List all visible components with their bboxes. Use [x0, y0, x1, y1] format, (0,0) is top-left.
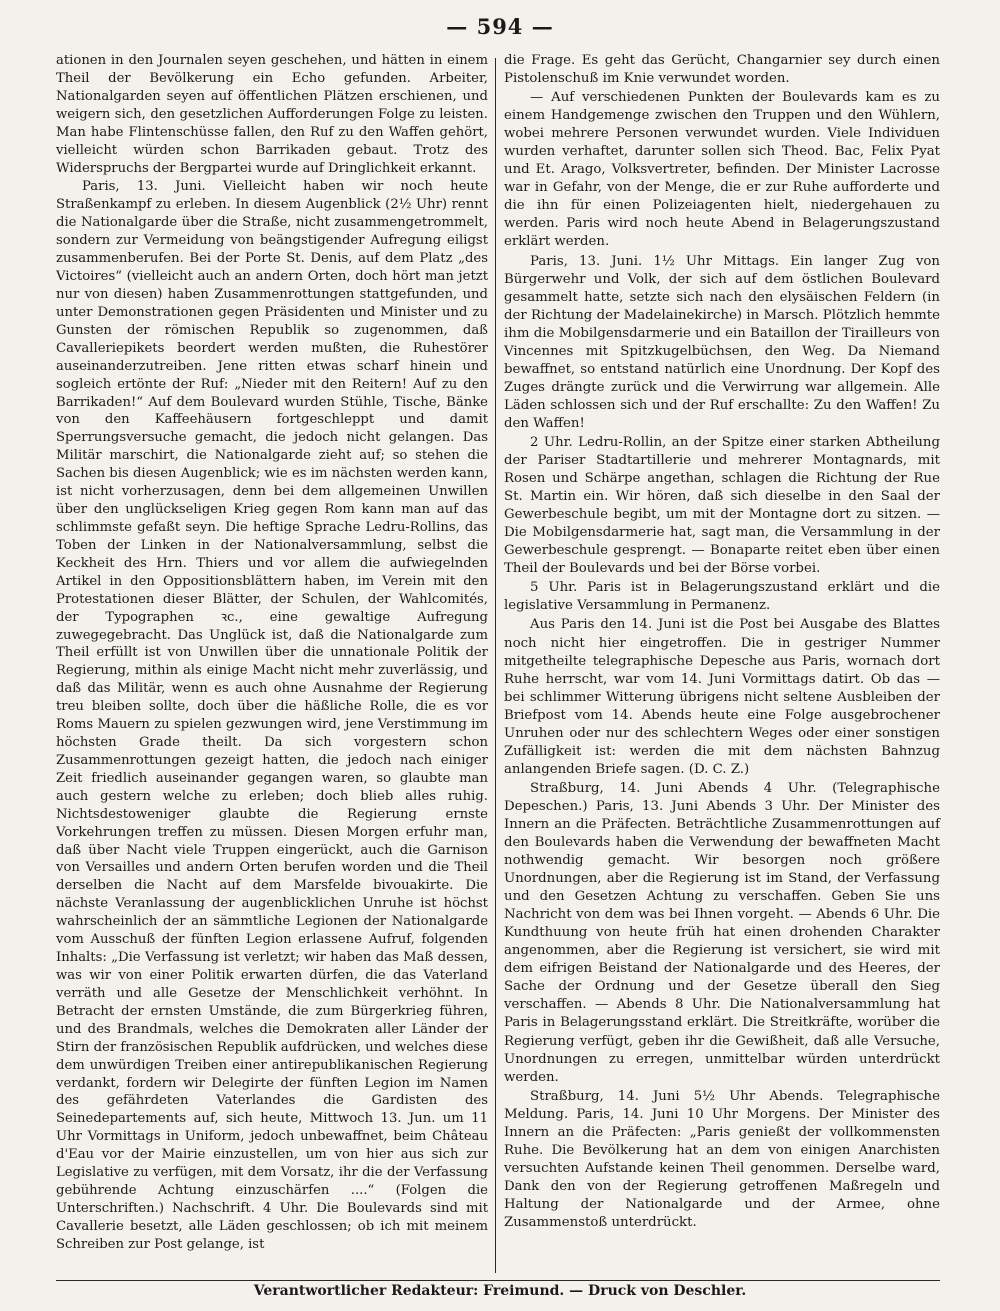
page-number: — 594 —	[446, 14, 554, 39]
footer-rule	[56, 1280, 940, 1281]
paragraph: Aus Paris den 14. Juni ist die Post bei Ausgabe des Blattes noch nicht hier eingetroffen. Die in gestriger Nummer mitgetheilte telegraphische Depesche aus Paris, wornach dort Ruhe herrscht, war vom 14. Juni Vormittags datirt. Ob das — bei schlimmer Witterung übrigens nicht seltene Ausbleiben der Briefpost vom 14. Abends heute eine Folge ausgebrochener Unruhen oder nur des schlechtern Weges oder einer sonstigen Zufälligkeit ist: werden die mit dem nächsten Bahnzug anlangenden Briefe sagen. (D. C. Z.)	[504, 617, 940, 777]
paragraph: Paris, 13. Juni. Vielleicht haben wir noch heute Straßenkampf zu erleben. In diesem Augenblick (2½ Uhr) rennt die Nationalgarde über die Straße, nicht zusammengetrommelt, sondern zur Vermeidung von beängstigender Aufregung eiligst zusammenberufen. Bei der Porte St. Denis, auf dem Platz „des Victoires“ (vielleicht auch an andern Orten, doch hört man jetzt nur von diesen) haben Zusammenrottungen stattgefunden, und unter Demonstrationen gegen Präsidenten und Minister und zu Gunsten der römischen Republik so zugenommen, daß Cavalleriepikets beordert werden mußten, die Ruhestörer auseinanderzutreiben. Jene ritten etwas scharf hinein und sogleich ertönte der Ruf: „Nieder mit den Reitern! Auf zu den Barrikaden!“ Auf dem Boulevard wurden Stühle, Tische, Bänke von den Kaffeehäusern fortgeschleppt und damit Sperrungsversuche gemacht, die jedoch nicht gelangen. Das Militär marschirt, die Nationalgarde zieht auf; so stehen die Sachen bis diesen Augenblick; wie es im nächsten werden kann, ist nicht vorherzusagen, denn bei dem allgemeinen Unwillen über den unglückseligen Krieg gegen Rom kann man auf das schlimmste gefaßt seyn. Die heftige Sprache Ledru-Rollins, das Toben der Linken in der Nationalversammlung, selbst die Keckheit des Hrn. Thiers und vor allem die aufwiegelnden Artikel in den Oppositionsblättern haben, im Verein mit den Protestationen dieser Blätter, der Schulen, der Wahlcomités, der Typographen ꝛc., eine gewaltige Aufregung zuwegegebracht. Das Unglück ist, daß die Nationalgarde zum Theil erfüllt ist von Unwillen über die unnationale Politik der Regierung, mithin als einige Macht nicht mehr zuverlässig, und daß das Militär, wenn es auch ohne Ausnahme der Regierung treu bleiben sollte, doch über die häßliche Rolle, die es vor Roms Mauern zu spielen gezwungen wird, jene Verstimmung im höchsten Grade theilt. Da sich vorgestern schon Zusammenrottungen gezeigt hatten, die jedoch nach einiger Zeit friedlich auseinander gegangen waren, so glaubte man auch gestern welche zu erleben; doch blieb alles ruhig. Nichtsdestoweniger glaubte die Regierung ernste Vorkehrungen treffen zu müssen. Diesen Morgen erfuhr man, daß über Nacht viele Truppen eingerückt, auch die Garnison von Versailles und andern Orten berufen worden und die Theil derselben die Nacht auf dem Marsfelde bivouakirte. Die nächste Veranlassung der augenblicklichen Unruhe ist höchst wahrscheinlich der an sämmtliche Legionen der Nationalgarde vom Ausschuß der fünften Legion erlassene Aufruf, folgenden Inhalts: „Die Verfassung ist verletzt; wir haben das Maß dessen, was wir von einer Politik erwarten dürfen, die das Vaterland verräth und alle Gesetze der Menschlichkeit verhöhnt. In Betracht der ernsten Umstände, die zum Bürgerkrieg führen, und des Brandmals, welches die Demokraten aller Länder der Stirn der französischen Republik aufdrücken, und welches diese dem unwürdigen Treiben einer antirepublikanischen Regierung verdankt, fordern wir Delegirte der fünften Legion im Namen des gefährdeten Vaterlandes die Gardisten des Seinedepartements auf, sich heute, Mittwoch 13. Jun. um 11 Uhr Vormittags in Uniform, jedoch unbewaffnet, beim Château d'Eau vor der Mairie einzustellen, um von hier aus sich zur Legislative zu verfügen, mit dem Vorsatz, ihr die der Verfassung gebührende Achtung einzuschärfen ....“ (Folgen die Unterschriften.) Nachschrift. 4 Uhr. Die Boulevards sind mit Cavallerie besetzt, alle Läden geschlossen; ob ich mit meinem Schreiben zur Post gelange, ist	[56, 179, 488, 1252]
right-column	[504, 52, 940, 1232]
paragraph: 5 Uhr. Paris ist in Belagerungszustand erklärt und die legislative Versammlung in Permanenz.	[504, 580, 940, 614]
paragraph: — Auf verschiedenen Punkten der Boulevards kam es zu einem Handgemenge zwischen den Truppen und den Wühlern, wobei mehrere Personen verwundet wurden. Viele Individuen wurden verhaftet, darunter sollen sich Theod. Bac, Felix Pyat und Et. Arago, Volksvertreter, befinden. Der Minister Lacrosse war in Gefahr, von der Menge, die er zur Ruhe aufforderte und die ihn für einen Polizeiagenten hielt, niedergehauen zu werden. Paris wird noch heute Abend in Belagerungszustand erklärt werden.	[504, 90, 940, 250]
paragraph: die Frage. Es geht das Gerücht, Changarnier sey durch einen Pistolenschuß im Knie verwundet worden.	[504, 53, 940, 87]
column-divider	[495, 58, 496, 1273]
paragraph: Paris, 13. Juni. 1½ Uhr Mittags. Ein langer Zug von Bürgerwehr und Volk, der sich auf dem östlichen Boulevard gesammelt hatte, setzte sich nach den elysäischen Feldern (in der Richtung der Madelainekirche) in Marsch. Plötzlich hemmte ihm die Mobilgensdarmerie und ein Bataillon der Tirailleurs von Vincennes mit Spitzkugelbüchsen, den Weg. Da Niemand bewaffnet, so entstand natürlich eine Unordnung. Der Kopf des Zuges drängte zurück und die Verwirrung war allgemein. Alle Läden schlossen sich und der Ruf erschallte: Zu den Waffen! Zu den Waffen!	[504, 253, 940, 431]
imprint-footer: Verantwortlicher Redakteur: Freimund. — Druck von Deschler.	[253, 1283, 747, 1299]
paragraph: 2 Uhr. Ledru-Rollin, an der Spitze einer starken Abtheilung der Pariser Stadtartillerie und mehrerer Montagnards, mit Rosen und Schärpe angethan, schlagen die Richtung der Rue St. Martin ein. Wir hören, daß sich dieselbe in den Saal der Gewerbeschule begibt, um mit der Montagne dort zu sitzen. — Die Mobilgensdarmerie hat, sagt man, die Versammlung in der Gewerbeschule gesprengt. — Bonaparte reitet eben über einen Theil der Boulevards und bei der Börse vorbei.	[504, 434, 940, 577]
paragraph: ationen in den Journalen seyen geschehen, und hätten in einem Theil der Bevölkerung ein Echo gefunden. Arbeiter, Nationalgarden seyen auf öffentlichen Plätzen erschienen, und weigern sich, den gesetzlichen Aufforderungen Folge zu leisten. Man habe Flintenschüsse fallen, den Ruf zu den Waffen gehört, vielleicht würden schon Barrikaden gebaut. Trotz des Widerspruchs der Bergpartei wurde auf Dringlichkeit erkannt.	[56, 53, 488, 176]
left-column	[56, 52, 488, 1254]
paragraph: Straßburg, 14. Juni Abends 4 Uhr. (Telegraphische Depeschen.) Paris, 13. Juni Abends 3 Uhr. Der Minister des Innern an die Präfecten. Beträchtliche Zusammenrottungen auf den Boulevards haben die Verwendung der bewaffneten Macht nothwendig gemacht. Wir besorgen noch größere Unordnungen, aber die Regierung ist im Stand, der Verfassung und den Gesetzen Achtung zu verschaffen. Geben Sie uns Nachricht von dem was bei Ihnen vorgeht. — Abends 6 Uhr. Die Kundthuung von heute früh hat einen drohenden Charakter angenommen, aber die Regierung ist versichert, sie wird mit dem eifrigen Beistand der Nationalgarde und des Heeres, der Sache der Ordnung und der Gesetze überall den Sieg verschaffen. — Abends 8 Uhr. Die Nationalversammlung hat Paris in Belagerungsstand erklärt. Die Streitkräfte, worüber die Regierung verfügt, geben ihr die Gewißheit, daß alle Versuche, Unordnungen zu erregen, unmittelbar würden unterdrückt werden.	[504, 780, 940, 1085]
paragraph: Straßburg, 14. Juni 5½ Uhr Abends. Telegraphische Meldung. Paris, 14. Juni 10 Uhr Morgens. Der Minister des Innern an die Präfecten: „Paris genießt der vollkommensten Ruhe. Die Bevölkerung hat an dem von einigen Anarchisten versuchten Aufstande keinen Theil genommen. Derselbe ward, Dank den von der Regierung getroffenen Maßregeln und Haltung der Nationalgarde und der Armee, ohne Zusammenstoß unterdrückt.	[504, 1088, 940, 1230]
